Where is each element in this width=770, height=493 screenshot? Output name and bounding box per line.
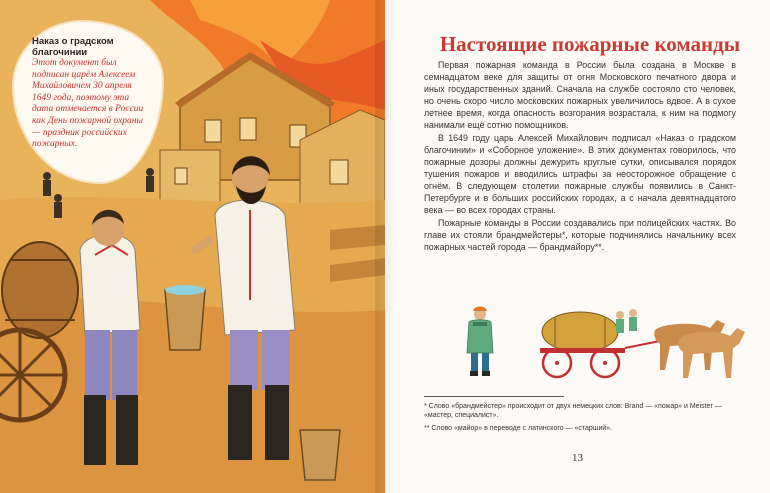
house-window bbox=[175, 168, 187, 184]
footnote-divider bbox=[424, 396, 564, 397]
paragraph: Пожарные команды в России создавались при полицейских частях. Во главе их стояли брандмейстеры*, которые подчинялись начальнику всех пожарных частей города — брандмайору**. bbox=[424, 218, 736, 252]
fire-cart-illustration bbox=[535, 300, 750, 385]
page-title: Настоящие пожарные команды bbox=[439, 32, 741, 56]
paragraph: Первая пожарная команда в России была создана в Москве в семнадцатом веке для защиты от огня Московского печатного двора и иных государственных зданий. Сначала на службе состояло сто человек, но очень скоро число московских пожарных увеличилось вдвое. А в сухое летнее время, когда опасность возгорания возрастала, к ним на подмогу нанимали ещё сотню помощников. bbox=[424, 60, 736, 130]
house-window bbox=[205, 120, 221, 142]
house-window bbox=[330, 160, 348, 184]
barrel bbox=[2, 242, 78, 338]
sidebar-note-title: Наказ о градском благочинии bbox=[32, 36, 114, 58]
article-body bbox=[424, 59, 736, 254]
paragraph: В 1649 году царь Алексей Михайлович подписал «Наказ о градском благочинии» и «Соборное уложение». В этих документах говорилось, что пожарные дозоры должны дежурить круглые сутки, описывался порядок тушения пожаров и вводились штрафы за неосторожное обращение с огнём. В следующем столетии пожарные службы появились в Санкт-Петербурге и в больших российских городах, а с начала девятнадцатого века — во всех городах страны. bbox=[424, 133, 736, 215]
house-window bbox=[240, 118, 256, 140]
footnote: ** Слово «майор» в переводе с латинского — «старший». bbox=[424, 425, 613, 432]
firefighter-illustration bbox=[460, 305, 500, 380]
bucket bbox=[165, 290, 205, 350]
sidebar-note-text: Этот документ был подписан царём Алексеем Михайловичем 30 апреля 1649 года, поэтому эта дата отмечается в России как День пожарной охраны — праздник российских пожарных. bbox=[32, 58, 144, 150]
page-number: 13 bbox=[572, 452, 583, 464]
page-gutter bbox=[375, 0, 395, 493]
footnote: * Слово «брандмейстер» происходит от двух немецких слов: Brand — «пожар» и Meister — «мастер, специалист». bbox=[424, 403, 722, 419]
bucket-ground bbox=[300, 430, 340, 480]
right-page-text bbox=[385, 0, 770, 493]
